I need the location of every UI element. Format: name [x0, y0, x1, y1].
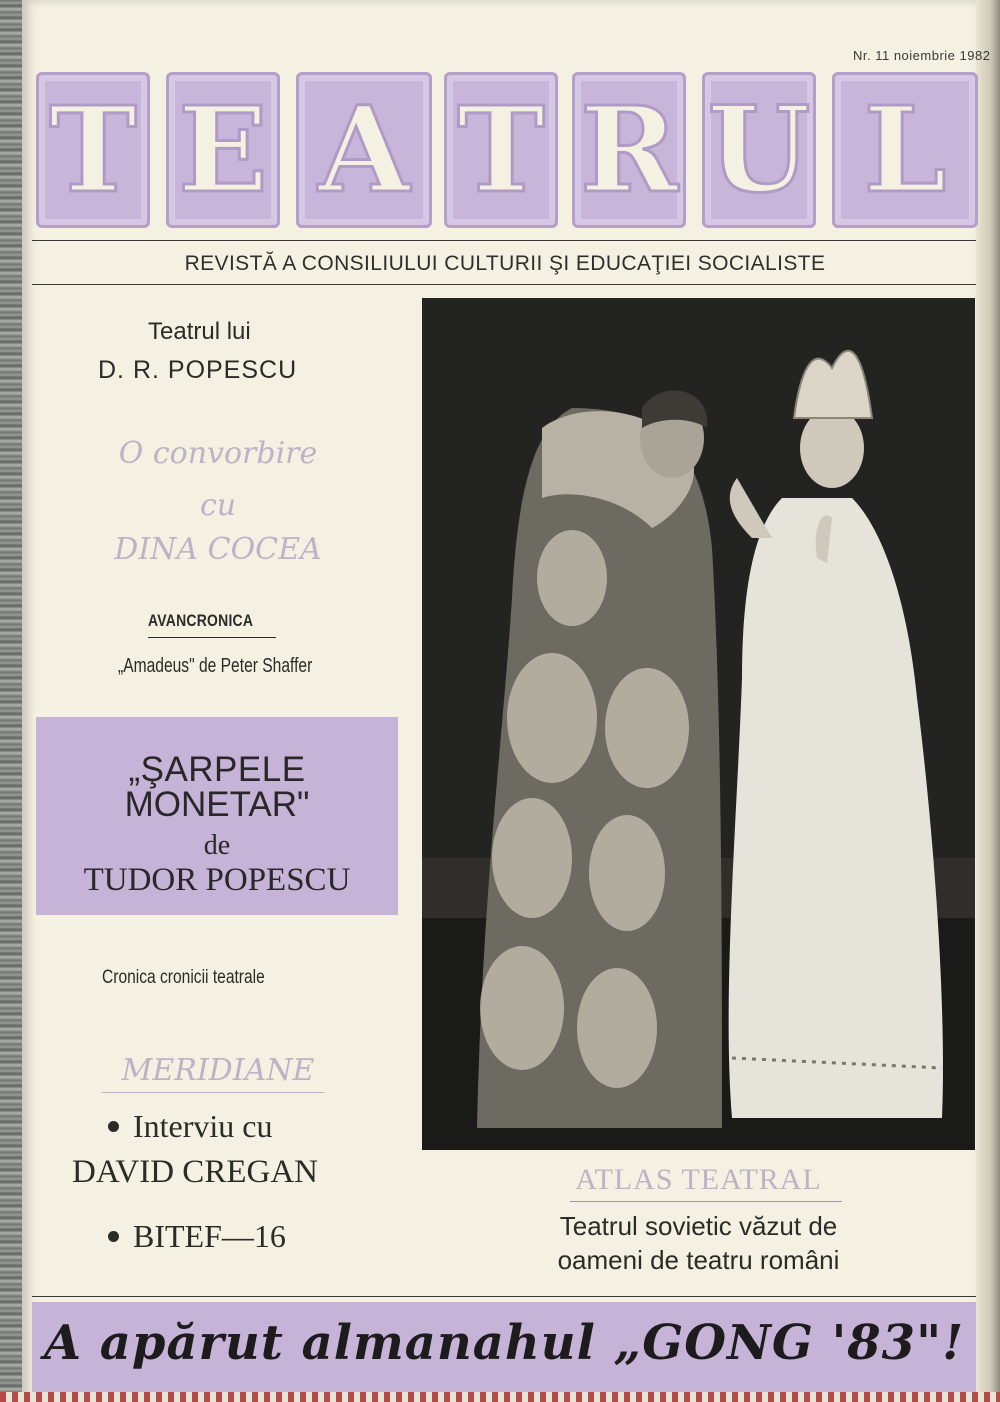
avancronica-rule [148, 637, 276, 638]
bullet-icon [108, 1231, 119, 1242]
avancronica-heading: AVANCRONICA [148, 611, 254, 630]
masthead-letter: R [572, 72, 686, 228]
subtitle: REVISTĂ A CONSILIULUI CULTURII ŞI EDUCAŢIEI SOCIALISTE [184, 252, 826, 275]
headline-theatre: Teatrul lui [148, 318, 251, 345]
banner-rule [32, 1296, 976, 1297]
masthead-letter: E [166, 72, 280, 228]
masthead-letter: L [832, 72, 978, 228]
meridiane-rule [102, 1092, 324, 1093]
bullet-icon [108, 1121, 119, 1132]
featured-play-author: TUDOR POPESCU [83, 862, 351, 898]
subtitle-rule [32, 284, 976, 285]
masthead-letter: U [702, 72, 816, 228]
featured-play-de: de [203, 830, 231, 861]
meridiane-heading: MERIDIANE [121, 1053, 315, 1088]
headline-author: D. R. POPESCU [98, 356, 298, 384]
atlas-description: Teatrul sovietic văzut de oameni de teatru români [557, 1211, 840, 1275]
list-item: BITEF—16 [108, 1218, 286, 1255]
stage-photo [422, 298, 975, 1150]
page-edge [976, 0, 1000, 1402]
masthead-letter: A [296, 72, 432, 228]
list-item: Interviu cu [108, 1108, 273, 1145]
almanac-banner-text: A apărut almanahul „GONG '83"! [43, 1315, 965, 1371]
cronica-line: Cronica cronicii teatrale [102, 967, 265, 988]
featured-play-title-1: „ŞARPELE [128, 750, 306, 789]
top-rule [32, 240, 976, 241]
conversation-title: O convorbire [118, 436, 318, 471]
atlas-rule [570, 1201, 842, 1202]
tablecloth-edge [0, 1392, 1000, 1402]
conversation-name: DINA COCEA [114, 532, 322, 567]
stage-photo-drawing [422, 298, 975, 1150]
atlas-heading: ATLAS TEATRAL [575, 1163, 822, 1196]
interview-name: DAVID CREGAN [72, 1154, 318, 1190]
masthead-letter: T [444, 72, 558, 228]
amadeus-line: „Amadeus" de Peter Shaffer [118, 655, 313, 677]
issue-number: Nr. 11 noiembrie 1982 [853, 48, 991, 63]
featured-play-title-2: MONETAR" [124, 785, 310, 824]
masthead-letter: T [36, 72, 150, 228]
conversation-cu: cu [199, 488, 237, 523]
masthead [32, 72, 978, 238]
